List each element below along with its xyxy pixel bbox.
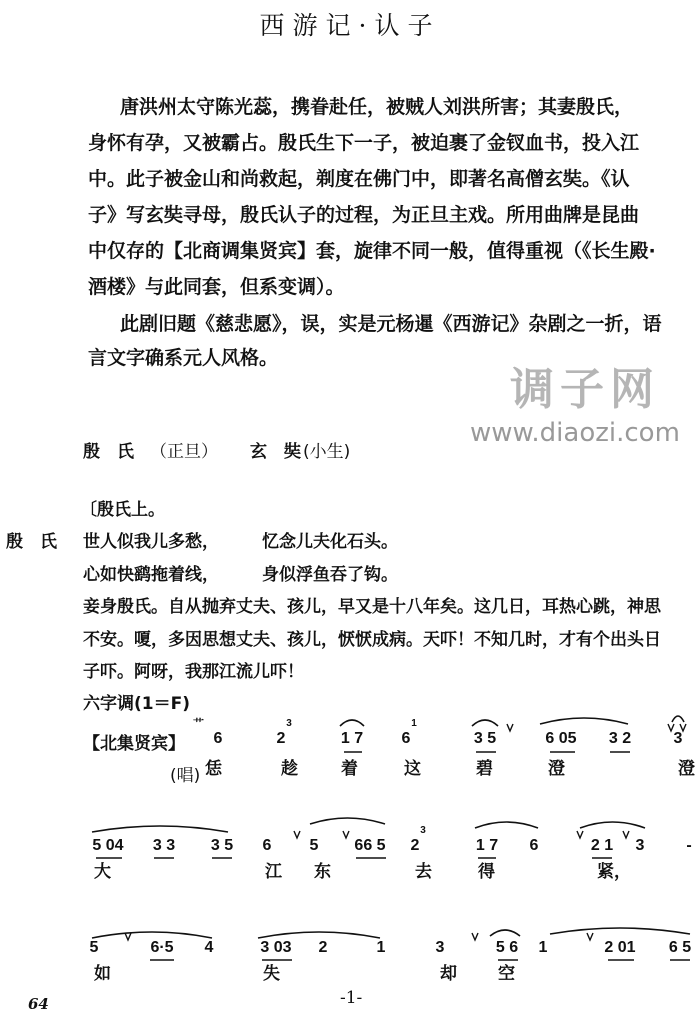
grace-note: 3 <box>420 825 426 836</box>
jianpu-note: 2 01 <box>604 939 636 956</box>
jianpu-note: 3 <box>635 837 645 854</box>
jianpu-note: 2 1 <box>590 837 614 854</box>
slur <box>258 932 380 938</box>
watermark-logo: 调子网 <box>510 364 660 415</box>
jianpu-note: 1 7 <box>475 837 499 854</box>
jianpu-note: 66 5 <box>354 837 386 854</box>
jianpu-note: 3 03 <box>260 939 292 956</box>
slur <box>580 822 645 828</box>
slur <box>672 716 684 722</box>
verse-line: 忆念儿夫化石头。 <box>262 532 398 552</box>
breath-mark <box>680 724 686 731</box>
jianpu-note: 4 <box>204 939 214 956</box>
cast-type-xiaosheng: (小生) <box>303 442 351 462</box>
grace-note: 3 <box>286 718 292 729</box>
jianpu-note: 3 5 <box>210 837 234 854</box>
slur <box>475 822 538 828</box>
breath-mark <box>507 724 513 731</box>
slur <box>310 818 385 824</box>
prose-line: 子吓。阿呀，我那江流儿吓！ <box>83 662 304 682</box>
book-page-number: 64 <box>28 995 49 1013</box>
intro-line: 中仅存的【北商调集贤宾】套，旋律不同一般，值得重视（《长生殿· <box>88 240 656 262</box>
jianpu-note: 2 <box>318 939 328 956</box>
lyric-syllable: 恁 <box>205 759 222 779</box>
jianpu-note: 1 <box>538 939 548 956</box>
lyric-syllable: 空 <box>498 964 515 984</box>
jianpu-note: 3 5 <box>473 730 497 747</box>
lyric-syllable: 得 <box>478 862 495 882</box>
qupai-title: 【北集贤宾】 <box>83 734 185 754</box>
lyric-syllable: 澄 <box>548 759 565 779</box>
jianpu-note: 2 <box>276 730 286 747</box>
jianpu-note: 6·5 <box>150 939 174 956</box>
verse-line: 身似浮鱼吞了钩。 <box>262 565 398 585</box>
watermark-url: www.diaozi.com <box>470 418 680 448</box>
intro-line: 唐洪州太守陈光蕊，携眷赴任，被贼人刘洪所害；其妻殷氏， <box>120 96 634 118</box>
lyric-syllable: 趁 <box>281 759 298 779</box>
jianpu-note: 3 2 <box>608 730 632 747</box>
jianpu-note: 3 <box>435 939 445 956</box>
jianpu-note: 5 <box>309 837 319 854</box>
lyric-syllable: 失 <box>263 964 280 984</box>
lyric-syllable: 紧， <box>597 862 631 882</box>
lyric-syllable: 澄 <box>678 759 695 779</box>
grace-note: 1 <box>411 718 417 729</box>
jianpu-note: 1 7 <box>340 730 364 747</box>
breath-mark <box>125 933 131 940</box>
jianpu-note: 1 <box>376 939 386 956</box>
slur <box>550 928 690 934</box>
cast-type-zhengdan: （正旦） <box>150 442 218 462</box>
lyric-syllable: 却 <box>440 964 457 984</box>
jianpu-note: 2 <box>410 837 420 854</box>
stage-direction: 〔殷氏上。 <box>80 500 165 520</box>
breath-mark <box>343 831 349 838</box>
jianpu-note: 6 <box>529 837 539 854</box>
slur <box>490 930 520 936</box>
intro-line: 言文字确系元人风格。 <box>88 347 279 369</box>
jianpu-note: 6 <box>213 730 223 747</box>
verse-line: 世人似我儿多愁， <box>83 532 219 552</box>
cast-role-yinshi: 殷 氏 <box>83 442 134 462</box>
key-signature: 六字调(1＝F) <box>83 694 190 714</box>
intro-line: 中。此子被金山和尚救起，剃度在佛门中，即著名高僧玄奘。《认 <box>88 168 630 190</box>
jianpu-note: 6 <box>401 730 411 747</box>
jianpu-note: 6 <box>262 837 272 854</box>
page-title: 西游记·认子 <box>259 11 441 40</box>
speaker-label: 殷 氏 <box>6 532 57 552</box>
prose-line: 妾身殷氏。自从抛弃丈夫、孩儿，早又是十八年矣。这几日，耳热心跳，神思 <box>83 597 661 617</box>
slur <box>92 932 212 938</box>
verse-line: 心如快鹞拖着线， <box>83 565 219 585</box>
breath-mark <box>623 831 629 838</box>
breath-mark <box>577 831 583 838</box>
jianpu-note: 6 5 <box>668 939 692 956</box>
jianpu-note: 5 <box>89 939 99 956</box>
lyric-syllable: 如 <box>94 964 111 984</box>
intro-line: 此剧旧题《慈悲愿》，误，实是元杨暹《西游记》杂剧之一折，语 <box>120 313 662 335</box>
intro-line: 身怀有孕，又被霸占。殷氏生下一子，被迫裹了金钗血书，投入江 <box>88 132 640 154</box>
jianpu-note: 6 05 <box>545 730 577 747</box>
page-number: -1- <box>340 988 363 1008</box>
jianpu-note: 3 3 <box>152 837 176 854</box>
jianpu-note: 5 6 <box>495 939 519 956</box>
cast-role-xuanzang: 玄 奘 <box>250 442 301 462</box>
slur <box>340 720 364 726</box>
lyric-syllable: 大 <box>94 862 111 882</box>
slur <box>92 826 228 832</box>
intro-line: 酒楼》与此同套，但系变调）。 <box>88 276 345 298</box>
breath-mark <box>294 831 300 838</box>
intro-line: 子》写玄奘寻母，殷氏认子的过程，为正旦主戏。所用曲牌是昆曲 <box>88 204 640 226</box>
jianpu-note: - <box>686 837 692 854</box>
breath-mark <box>472 933 478 940</box>
slur <box>472 720 498 726</box>
prose-line: 不安。嗄，多因思想丈夫、孩儿，恹恹成病。天吓！不知几时，才有个出头日 <box>83 630 661 650</box>
jianpu-note: 3 <box>673 730 683 747</box>
sing-mark: (唱) <box>170 766 201 786</box>
lyric-syllable: 江 <box>265 862 282 882</box>
lyric-syllable: 着 <box>341 759 358 779</box>
jianpu-note: 5 04 <box>92 837 124 854</box>
lyric-syllable: 碧 <box>476 759 493 779</box>
lyric-syllable: 东 <box>314 862 331 882</box>
breath-mark <box>587 933 593 940</box>
sanban-mark: 艹 <box>193 717 204 730</box>
breath-mark <box>668 724 674 731</box>
lyric-syllable: 这 <box>404 759 421 779</box>
slur <box>540 718 628 724</box>
lyric-syllable: 去 <box>415 862 432 882</box>
